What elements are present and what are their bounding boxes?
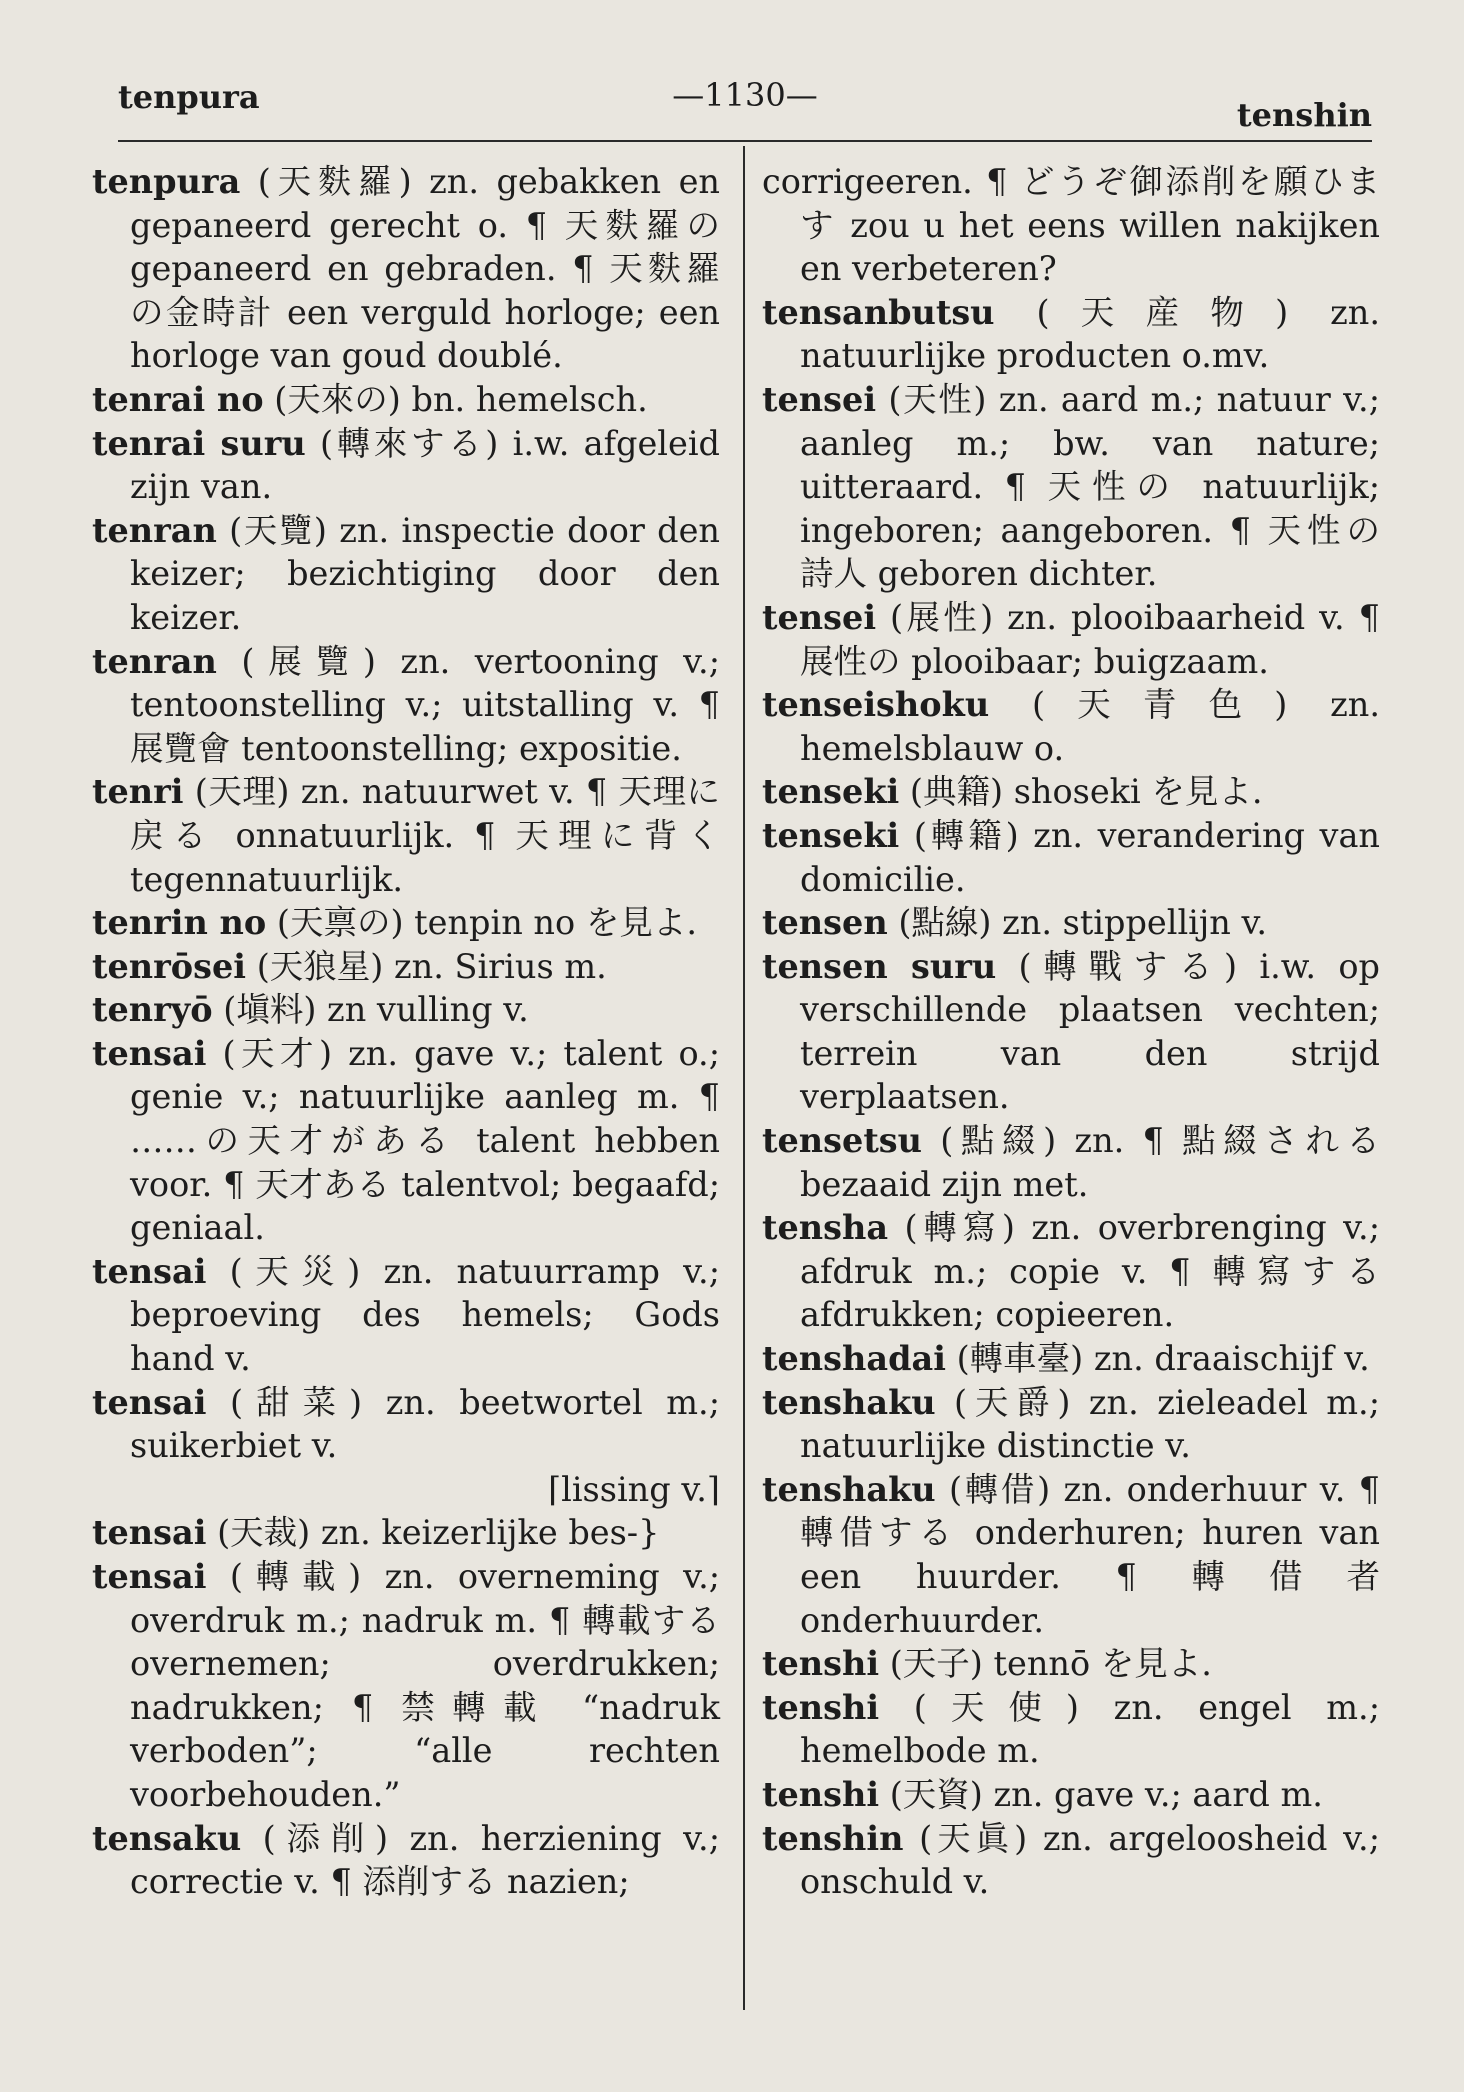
- entry-headword: tenseki: [762, 772, 900, 812]
- dictionary-entry: [762, 596, 1380, 683]
- entry-headword: tenshi: [762, 1687, 880, 1727]
- entry-text: (天産物) zn. natuurlijke producten o.mv.: [800, 292, 1380, 376]
- entry-headword: tensen: [762, 903, 888, 943]
- dictionary-entry: [92, 640, 720, 771]
- dictionary-entry: [92, 1032, 720, 1250]
- dictionary-entry: [762, 683, 1380, 770]
- entry-headword: tensanbutsu: [762, 292, 995, 332]
- dictionary-entry: [92, 378, 720, 422]
- dictionary-entry: [92, 770, 720, 901]
- dictionary-entry: [92, 1381, 720, 1468]
- dictionary-entry: [92, 1250, 720, 1381]
- entry-text: (天性) zn. aard m.; natuur v.; aanleg m.; bw. van nature; uitteraard. ¶ 天性の natuurlijk; ingeboren; aangeboren. ¶ 天性の詩人 geboren dichter.: [800, 379, 1380, 594]
- entry-headword: tenshi: [762, 1774, 880, 1814]
- dictionary-entry: [762, 291, 1380, 378]
- dictionary-entry: [92, 1555, 720, 1817]
- dictionary-entry: [92, 1817, 720, 1904]
- entry-headword: tenshaku: [762, 1469, 936, 1509]
- entry-headword: tenseishoku: [762, 685, 990, 725]
- dictionary-entry: [92, 422, 720, 509]
- right-column: [762, 160, 1380, 1904]
- entry-headword: tenrin no: [92, 903, 267, 943]
- entry-text: (天才) zn. gave v.; talent o.; genie v.; natuurlijke aanleg m. ¶ ……の天才がある talent hebben voor. ¶ 天才ある talentvol; begaafd; geniaal.: [130, 1033, 720, 1248]
- dictionary-entry: [92, 901, 720, 945]
- dictionary-entry: [92, 988, 720, 1032]
- entry-text: (轉車臺) zn. draaischijf v.: [945, 1339, 1370, 1379]
- entry-text: (展性) zn. plooibaarheid v. ¶ 展性の plooibaar; buigzaam.: [800, 597, 1380, 681]
- entry-headword: tenri: [92, 772, 184, 812]
- dictionary-entry: [762, 814, 1380, 901]
- entry-text: (轉寫) zn. overbrenging v.; afdruk m.; copie v. ¶ 轉寫する afdrukken; copieeren.: [800, 1208, 1380, 1335]
- entry-text: (轉載) zn. overneming v.; overdruk m.; nadruk m. ¶ 轉載する overnemen; overdrukken; nadrukken; ¶ 禁轉載 “nadruk verboden”; “alle rechten voorbehouden.”: [130, 1557, 720, 1814]
- dictionary-entry: [762, 945, 1380, 1119]
- entry-text: ⌈lissing v.⌉: [548, 1469, 720, 1509]
- entry-text: (天禀の) tenpin no を見よ.: [266, 903, 697, 943]
- entry-headword: tensai: [92, 1513, 207, 1553]
- entry-text: (塡料) zn vulling v.: [212, 990, 529, 1030]
- dictionary-entry: [762, 1642, 1380, 1686]
- dictionary-entry: [762, 378, 1380, 596]
- entry-text: (天子) tennō を見よ.: [879, 1644, 1212, 1684]
- entry-text: (點綴) zn. ¶ 點綴される bezaaid zijn met.: [800, 1121, 1380, 1204]
- entry-headword: tenran: [92, 641, 217, 681]
- entry-headword: tenshaku: [762, 1382, 936, 1422]
- dictionary-entry: [762, 1773, 1380, 1817]
- entry-headword: tensai: [92, 1033, 207, 1073]
- entry-headword: tenrōsei: [92, 946, 247, 986]
- entry-headword: tenrai suru: [92, 423, 306, 463]
- entry-headword: tensha: [762, 1208, 889, 1248]
- dictionary-entry-continuation: [762, 160, 1380, 291]
- dictionary-entry: [92, 160, 720, 378]
- entry-text: (轉戰する) i.w. op verschillende plaatsen vechten; terrein van den strijd verplaatsen.: [800, 946, 1380, 1117]
- entry-text: (天資) zn. gave v.; aard m.: [879, 1774, 1323, 1814]
- dictionary-entry: [762, 1817, 1380, 1904]
- page-header: [118, 72, 1372, 132]
- entry-text: (添削) zn. herziening v.; correctie v. ¶ 添削する nazien;: [130, 1818, 720, 1902]
- entry-headword: tenshin: [762, 1818, 904, 1858]
- entry-text: (甜菜) zn. beetwortel m.; suikerbiet v.: [130, 1382, 720, 1466]
- dictionary-entry: [762, 901, 1380, 945]
- entry-text: (天理) zn. natuurwet v. ¶ 天理に戻る onnatuurlijk. ¶ 天理に背く tegennatuurlijk.: [130, 772, 720, 899]
- left-guide-word: tenpura: [118, 78, 260, 116]
- entry-text: (天狼星) zn. Sirius m.: [246, 946, 607, 986]
- entry-text: (天麩羅) zn. gebakken en gepaneerd gerecht o. ¶ 天麩羅の gepaneerd en gebraden. ¶ 天麩羅の金時計 een verguld horloge; een horloge van goud doublé.: [130, 162, 720, 376]
- entry-headword: tenseki: [762, 815, 900, 855]
- dictionary-entry-continuation: [92, 1468, 720, 1512]
- entry-text: (天眞) zn. argeloosheid v.; onschuld v.: [800, 1818, 1380, 1902]
- entry-text: (展覽) zn. vertooning v.; tentoonstelling v.; uitstalling v. ¶ 展覽會 tentoonstelling; expositie.: [130, 641, 720, 768]
- page-number: —1130—: [672, 76, 818, 114]
- dictionary-entry: [762, 1337, 1380, 1381]
- entry-headword: tensen suru: [762, 946, 997, 986]
- entry-text: (天來の) bn. hemelsch.: [263, 379, 648, 419]
- entry-headword: tenshadai: [762, 1339, 946, 1379]
- entry-headword: tensei: [762, 379, 877, 419]
- dictionary-entry: [762, 770, 1380, 814]
- entry-headword: tenpura: [92, 162, 241, 201]
- dictionary-entry: [762, 1468, 1380, 1642]
- entry-headword: tenrai no: [92, 379, 264, 419]
- entry-headword: tenshi: [762, 1644, 880, 1684]
- entry-text: (轉籍) zn. verandering van domicilie.: [800, 815, 1380, 899]
- entry-headword: tensetsu: [762, 1121, 923, 1161]
- dictionary-entry: [92, 509, 720, 640]
- entry-text: (天青色) zn. hemelsblauw o.: [800, 685, 1380, 768]
- entry-headword: tensai: [92, 1557, 207, 1596]
- left-column: [92, 160, 720, 1904]
- entry-headword: tenryō: [92, 990, 213, 1030]
- entry-text: (天覽) zn. inspectie door den keizer; bezichtiging door den keizer.: [130, 510, 720, 637]
- entry-text: (點線) zn. stippellijn v.: [887, 903, 1268, 943]
- entry-text: (轉來する) i.w. afgeleid zijn van.: [130, 423, 720, 507]
- entry-text: (天爵) zn. zieleadel m.; natuurlijke distinctie v.: [800, 1382, 1380, 1466]
- column-divider: [743, 146, 745, 2010]
- entry-text: (天裁) zn. keizerlijke bes-}: [206, 1513, 660, 1553]
- entry-headword: tenran: [92, 510, 217, 550]
- entry-text: (典籍) shoseki を見よ.: [899, 772, 1263, 812]
- entry-headword: tensaku: [92, 1818, 242, 1858]
- dictionary-entry: [762, 1381, 1380, 1468]
- entry-headword: tensai: [92, 1382, 207, 1422]
- header-rule: [118, 140, 1372, 142]
- dictionary-entry: [92, 945, 720, 989]
- entry-text: (天使) zn. engel m.; hemelbode m.: [800, 1687, 1380, 1771]
- dictionary-entry: [762, 1119, 1380, 1206]
- entry-text: (轉借) zn. onderhuur v. ¶ 轉借する onderhuren; huren van een huurder. ¶ 轉借者 onderhuurder.: [800, 1469, 1380, 1640]
- right-guide-word: tenshin: [1236, 96, 1372, 134]
- dictionary-entry: [762, 1206, 1380, 1337]
- entry-headword: tensei: [762, 597, 877, 637]
- entry-text: (天災) zn. natuurramp v.; beproeving des hemels; Gods hand v.: [130, 1251, 720, 1379]
- entry-headword: tensai: [92, 1251, 207, 1291]
- dictionary-entry: [762, 1686, 1380, 1773]
- entry-text: corrigeeren. ¶ どうぞ御添削を願ひます zou u het eens willen nakijken en verbeteren?: [762, 162, 1380, 289]
- dictionary-entry: [92, 1511, 720, 1555]
